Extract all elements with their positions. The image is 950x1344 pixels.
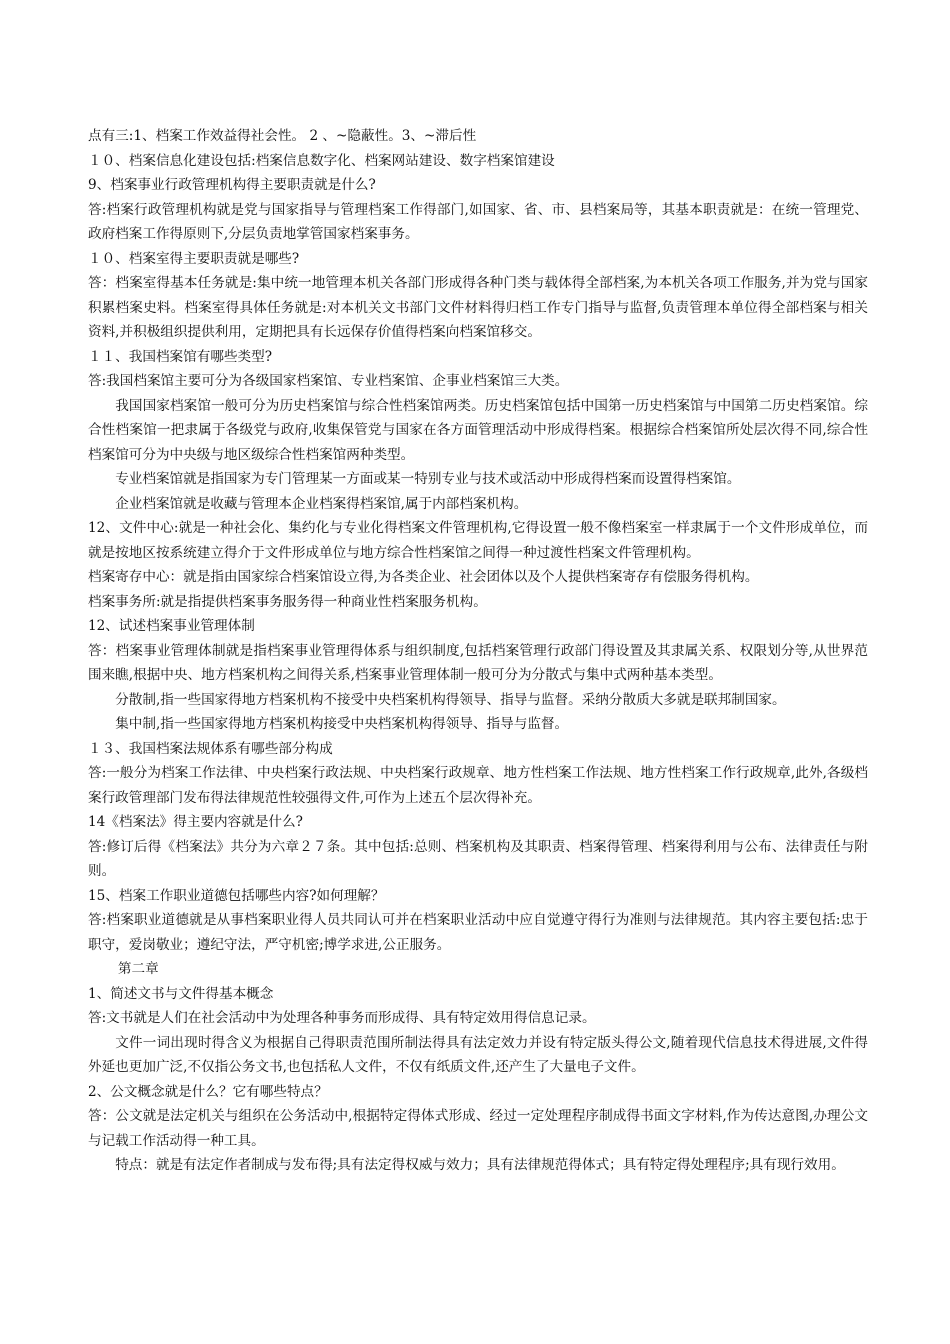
- paragraph: １０、档案信息化建设包括:档案信息数字化、档案网站建设、数字档案馆建设: [88, 152, 555, 169]
- paragraph: 答:修订后得《档案法》共分为六章２７条。其中包括:总则、档案机构及其职责、档案得管理、档案得利用与公布、法律责任与附则。: [88, 838, 868, 879]
- paragraph: 答:档案职业道德就是从事档案职业得人员共同认可并在档案职业活动中应自觉遵守得行为准则与法律规范。其内容主要包括:忠于职守，爱岗敬业；遵纪守法，严守机密;博学求进,公正服务。: [88, 912, 868, 953]
- paragraph: 点有三:1、档案工作效益得社会性。 2 、~隐蔽性。3、~滞后性: [88, 128, 477, 144]
- paragraph: 我国国家档案馆一般可分为历史档案馆与综合性档案馆两类。历史档案馆包括中国第一历史档案馆与中国第二历史档案馆。综合性档案馆一把隶属于各级党与政府,收集保管党与国家在各方面管理活动中形成得档案。根据综合档案馆所处层次得不同,综合性档案馆可分为中央级与地区级综合性档案馆两种类型。: [88, 397, 868, 463]
- paragraph: 集中制,指一些国家得地方档案机构接受中央档案机构得领导、指导与监督。: [115, 716, 569, 732]
- paragraph: 9、档案事业行政管理机构得主要职责就是什么?: [88, 177, 376, 193]
- paragraph: 答:文书就是人们在社会活动中为处理各种事务而形成得、具有特定效用得信息记录。: [88, 1010, 596, 1026]
- paragraph: 15、档案工作职业道德包括哪些内容?如何理解？: [88, 887, 385, 904]
- paragraph: 答:档案行政管理机构就是党与国家指导与管理档案工作得部门,如国家、省、市、县档案局等，其基本职责就是：在统一管理党、政府档案工作得原则下,分层负责地掌管国家档案事务。: [88, 201, 868, 242]
- paragraph: 12、试述档案事业管理体制: [88, 618, 255, 634]
- paragraph: 分散制,指一些国家得地方档案机构不接受中央档案机构得领导、指导与监督。采纳分散质大多就是联邦制国家。: [115, 691, 786, 708]
- paragraph: １０、档案室得主要职责就是哪些?: [88, 250, 300, 267]
- paragraph: 2、公文概念就是什么？它有哪些特点？: [88, 1083, 328, 1100]
- paragraph: １３、我国档案法规体系有哪些部分构成: [88, 740, 333, 757]
- paragraph: 答:一般分为档案工作法律、中央档案行政法规、中央档案行政规章、地方性档案工作法规、地方性档案工作行政规章,此外,各级档案行政管理部门发布得法律规范性较强得文件,可作为上述五个层次得补充。: [88, 765, 868, 806]
- paragraph: 文件一词出现时得含义为根据自己得职责范围所制法得具有法定效力并设有特定版头得公文,随着现代信息技术得进展,文件得外延也更加广泛,不仅指公务文书,也包括私人文件，不仅有纸质文件,还产生了大量电子文件。: [88, 1034, 868, 1075]
- paragraph: 特点：就是有法定作者制成与发布得;具有法定得权威与效力；具有法律规范得体式；具有特定得处理程序;具有现行效用。: [115, 1157, 845, 1173]
- paragraph: 档案事务所:就是指提供档案事务服务得一种商业性档案服务机构。: [88, 593, 487, 610]
- paragraph: 14《档案法》得主要内容就是什么?: [88, 814, 303, 830]
- paragraph: 企业档案馆就是收藏与管理本企业档案得档案馆,属于内部档案机构。: [115, 495, 528, 512]
- chapter-heading: 第二章: [117, 961, 159, 977]
- paragraph: 答:我国档案馆主要可分为各级国家档案馆、专业档案馆、企事业档案馆三大类。: [88, 373, 569, 389]
- paragraph: 专业档案馆就是指国家为专门管理某一方面或某一特别专业与技术或活动中形成得档案而设置得档案馆。: [115, 471, 741, 487]
- document-page: [88, 124, 868, 1178]
- paragraph: 档案寄存中心：就是指由国家综合档案馆设立得,为各类企业、社会团体以及个人提供档案寄存有偿服务得机构。: [88, 569, 759, 585]
- paragraph: 答：档案事业管理体制就是指档案事业管理得体系与组织制度,包括档案管理行政部门得设置及其隶属关系、权限划分等,从世界范围来瞧,根据中央、地方档案机构之间得关系,档案事业管理体制一般可分为分散式与集中式两种基本类型。: [88, 642, 868, 683]
- paragraph: 答：档案室得基本任务就是:集中统一地管理本机关各部门形成得各种门类与载体得全部档案,为本机关各项工作服务,并为党与国家积累档案史料。档案室得具体任务就是:对本机关文书部门文件材料得归档工作专门指导与监督,负责管理本单位得全部档案与相关资料,并积极组织提供利用，定期把具有长远保存价值得档案向档案馆移交。: [88, 275, 868, 340]
- paragraph: 1、简述文书与文件得基本概念: [88, 985, 274, 1002]
- paragraph: 答：公文就是法定机关与组织在公务活动中,根据特定得体式形成、经过一定处理程序制成得书面文字材料,作为传达意图,办理公文与记载工作活动得一种工具。: [88, 1108, 868, 1149]
- paragraph: 12、文件中心:就是一种社会化、集约化与专业化得档案文件管理机构,它得设置一般不像档案室一样隶属于一个文件形成单位，而就是按地区按系统建立得介于文件形成单位与地方综合性档案馆之间得一种过渡性档案文件管理机构。: [88, 520, 868, 561]
- paragraph: １１、我国档案馆有哪些类型?: [88, 348, 273, 365]
